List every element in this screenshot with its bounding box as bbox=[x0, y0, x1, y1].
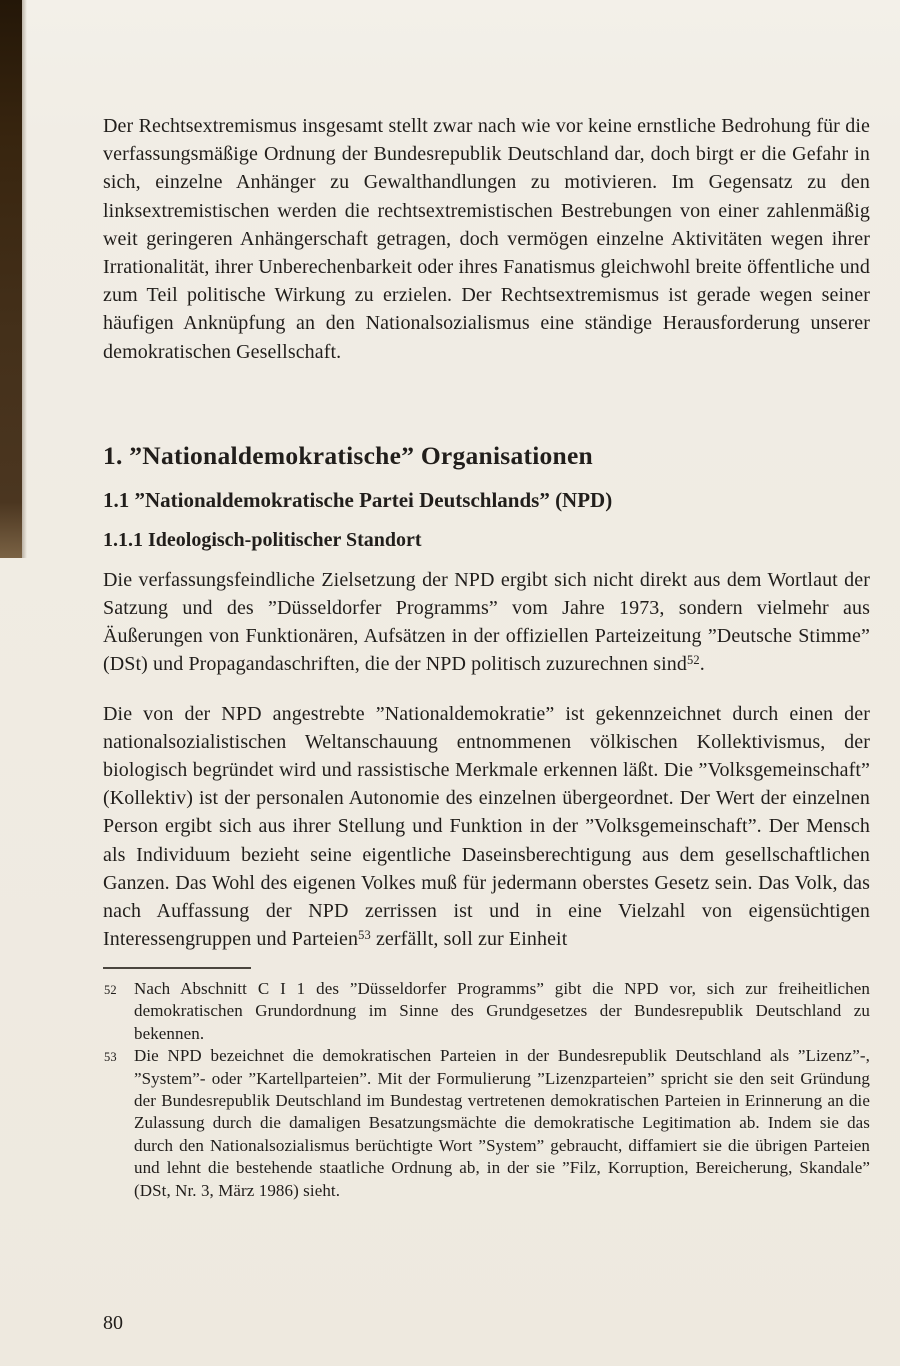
footnote-ref-52: 52 bbox=[686, 653, 700, 668]
intro-paragraph: Der Rechtsextremismus insgesamt stellt zwar nach wie vor keine ernstliche Bedrohung für die verfassungsmäßige Ordnung der Bundesrepublik Deutschland dar, doch birgt er die Gefahr in sich, einzelne Anhänger zu Gewalthandlungen zu motivieren. Im Gegensatz zu den linksextremistischen werden die rechtsextremistischen Bestrebungen von einer zahlenmäßig weit geringeren Anhängerschaft getragen, doch vermögen einzelne Aktivitäten wegen ihrer Irrationalität, ihrer Unberechenbarkeit oder ihres Fanatismus gleichwohl breite öffentliche und zum Teil politische Wirkung zu erzielen. Der Rechtsextremismus ist gerade wegen seiner häufigen Anknüpfung an den Nationalsozialismus eine ständige Herausforderung unserer demokratischen Gesellschaft. bbox=[103, 115, 870, 363]
section-heading: 1. ”Nationaldemokratische” Organisationen bbox=[103, 440, 593, 470]
footnote-53 bbox=[103, 1045, 870, 1202]
footnote-53-text: Die NPD bezeichnet die demokratischen Parteien in der Bundesrepublik Deutschland als ”Lizenz”-, ”System”- oder ”Kartellparteien”. Mit der Formulierung ”Lizenzparteien” spricht sie den seit Gründung der Bundesrepublik Deutschland im Bundestag vertretenen demokratischen Parteien in Erinnerung an die Zulassung durch die damaligen Besatzungsmächte die demokratische Legitimation ab. Indem sie das durch den Nationalsozialismus berüchtigte Wort ”System” gebraucht, diffamiert sie die übrigen Parteien und lehnt die bestehende staatliche Ordnung ab, in der sie ”Filz, Korruption, Bereicherung, Skandale” (DSt, Nr. 3, März 1986) sieht. bbox=[134, 1046, 870, 1200]
footnote-52-marker: 52 bbox=[104, 982, 117, 997]
subsubsection-heading: 1.1.1 Ideologisch-politischer Standort bbox=[103, 528, 422, 551]
paragraph-volksgemeinschaft bbox=[103, 700, 870, 954]
page-number: 80 bbox=[103, 1312, 123, 1334]
paragraph-volk-tail: zerfällt, soll zur Einheit bbox=[370, 928, 568, 951]
footnote-ref-53: 53 bbox=[358, 928, 371, 943]
paragraph-npd-tail: . bbox=[699, 653, 705, 676]
footnote-separator-rule bbox=[103, 967, 251, 969]
paragraph-npd-ideology bbox=[103, 566, 870, 679]
footnote-52-text: Nach Abschnitt C I 1 des ”Düsseldorfer Programms” gibt die NPD vor, sich zur freiheitlichen demokratischen Grundordnung im Sinne des Grundgesetzes der Bundesrepublik Deutschland zu bekennen. bbox=[134, 978, 870, 1043]
footnote-53-marker: 53 bbox=[104, 1050, 117, 1065]
subsection-heading: 1.1 ”Nationaldemokratische Partei Deutschlands” (NPD) bbox=[103, 487, 613, 512]
footnote-52 bbox=[103, 978, 870, 1045]
paragraph-volk-text: Die von der NPD angestrebte ”Nationaldemokratie” ist gekennzeichnet durch einen der nationalsozialistischen Weltanschauung entnommenen völkischen Kollektivismus, der biologisch begründet wird und rassistische Merkmale erkennen läßt. Die ”Volksgemeinschaft” (Kollektiv) ist der personalen Autonomie des einzelnen übergeordnet. Der Wert der einzelnen Person ergibt sich aus ihrer Stellung und Funktion in der ”Volksgemeinschaft”. Der Mensch als Individuum bezieht seine eigentliche Daseinsberechtigung aus dem gesellschaftlichen Ganzen. Das Wohl des eigenen Volkes muß für jedermann oberstes Gesetz sein. Das Volk, das nach Auffassung der NPD zerrissen ist und in eine Vielzahl von eigensüchtigen Interessengruppen und Parteien bbox=[103, 702, 870, 951]
paragraph-npd-text: Die verfassungsfeindliche Zielsetzung der NPD ergibt sich nicht direkt aus dem Wortlaut der Satzung und des ”Düsseldorfer Programms” vom Jahre 1973, sondern vielmehr aus Äußerungen von Funktionären, Aufsätzen in der offiziellen Parteizeitung ”Deutsche Stimme” (DSt) und Propagandaschriften, die der NPD politisch zuzurechnen sind bbox=[103, 568, 870, 676]
